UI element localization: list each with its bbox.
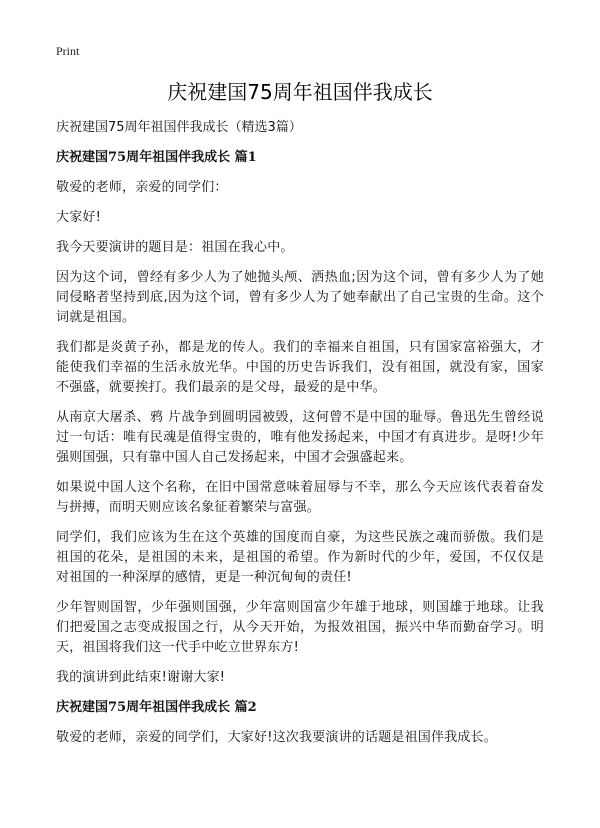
document-body xyxy=(56,118,544,758)
paragraph: 少年智则国智，少年强则国强，少年富则国富少年雄于地球，则国雄于地球。让我们把爱国之志变成报国之行，从今天开始，为报效祖国，振兴中华而勤奋学习。明天，祖国将我们这一代手中屹立世界东方! xyxy=(56,600,544,655)
section-heading-1: 庆祝建国75周年祖国伴我成长 篇1 xyxy=(56,150,257,165)
paragraph: 同学们，我们应该为生在这个英雄的国度而自豪，为这些民族之魂而骄傲。我们是祖国的花朵，是祖国的未来，是祖国的希望。作为新时代的少年，爱国，不仅仅是对祖国的一种深厚的感情，更是一种沉甸甸的责任! xyxy=(56,530,544,585)
paragraph: 因为这个词，曾经有多少人为了她抛头颅、洒热血;因为这个词，曾有多少人为了她同侵略者坚持到底,因为这个词，曾有多少人为了她奉献出了自己宝贵的生命。这个词就是祖国。 xyxy=(56,270,544,325)
paragraph: 我今天要演讲的题目是：祖国在我心中。 xyxy=(56,240,294,255)
paragraph: 我的演讲到此结束!谢谢大家! xyxy=(56,670,226,685)
section-heading-2: 庆祝建国75周年祖国伴我成长 篇2 xyxy=(56,700,257,715)
paragraph: 如果说中国人这个名称，在旧中国常意味着屈辱与不幸，那么今天应该代表着奋发与拼搏，而明天则应该名象征着繁荣与富强。 xyxy=(56,480,544,515)
paragraph: 敬爱的老师，亲爱的同学们，大家好!这次我要演讲的话题是祖国伴我成长。 xyxy=(56,730,498,745)
paragraph: 我们都是炎黄子孙，都是龙的传人。我们的幸福来自祖国，只有国家富裕强大，才能使我们幸福的生活永放光华。中国的历史告诉我们，没有祖国，就没有家，国家不强盛，就要挨打。我们最亲的是父母，最爱的是中华。 xyxy=(56,340,544,395)
paragraph: 从南京大屠杀、鸦 片战争到圆明园被毁，这何曾不是中国的耻辱。鲁迅先生曾经说过一句话：唯有民魂是值得宝贵的，唯有他发扬起来，中国才有真进步。是呀!少年强则国强，只有靠中国人自己发扬起来，中国才会强盛起来。 xyxy=(56,410,544,465)
paragraph: 敬爱的老师，亲爱的同学们： xyxy=(56,180,228,195)
paragraph: 大家好! xyxy=(56,210,102,225)
document-subtitle: 庆祝建国75周年祖国伴我成长（精选3篇） xyxy=(56,120,302,135)
document-title: 庆祝建国75周年祖国伴我成长 xyxy=(167,80,433,104)
print-link[interactable]: Print xyxy=(56,44,80,58)
